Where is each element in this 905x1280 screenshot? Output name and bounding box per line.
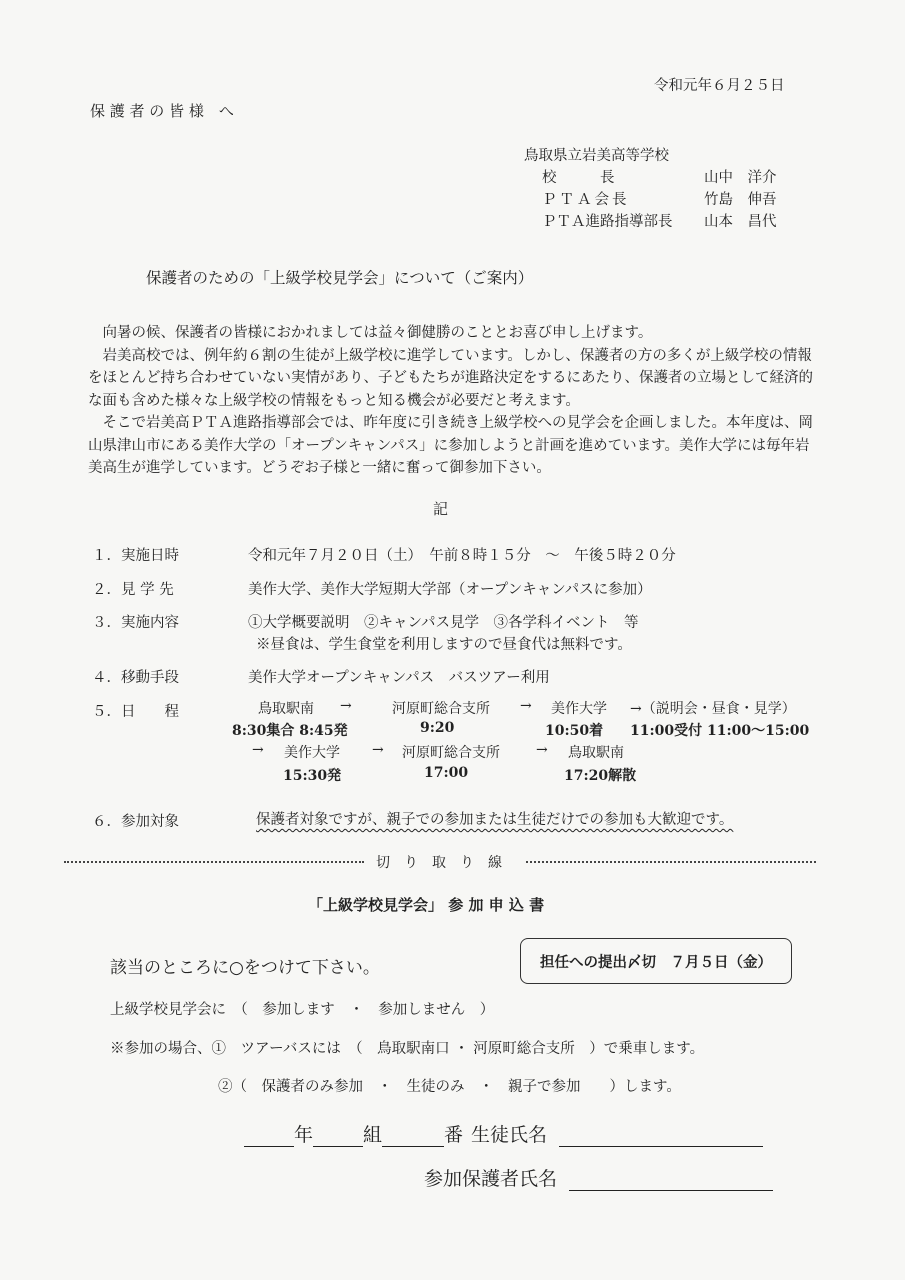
schedule-arrow: → (252, 742, 264, 758)
form-instruction: 該当のところに○をつけて下さい。 (110, 958, 380, 978)
class-blank[interactable] (313, 1126, 363, 1147)
sender-name: 山本 昌代 (704, 214, 777, 230)
body-paragraph: 岩美高校では、例年約６割の生徒が上級学校に進学しています。しかし、保護者の方の多くが上級学校の情報をほとんど持ち合わせていない実情があり、子どもたちが進路決定をするにあたり、保護者の立場として経済的な面も含めた様々な上級学校の情報をもっと知る機会が必要だと考えます。 (88, 347, 813, 409)
schedule-arrow: → (536, 742, 548, 758)
addressee: 保 護 者 の 皆 様 へ (90, 102, 234, 120)
item-label-content: ３．実施内容 (92, 615, 179, 631)
deadline-box: 担任への提出〆切 ７月５日（金） (520, 938, 792, 984)
item-note-lunch: ※昼食は、学生食堂を利用しますので昼食代は無料です。 (256, 637, 632, 653)
schedule-stop: 美作大学 (551, 701, 607, 717)
schedule-time: 11:00受付 11:00～15:00 (630, 723, 810, 739)
item-label-transport: ４．移動手段 (92, 670, 179, 686)
schedule-time: 17:00 (424, 765, 469, 781)
attend-choice-line[interactable]: 上級学校見学会に （ 参加します ・ 参加しません ） (110, 1002, 495, 1018)
document-title: 保護者のための「上級学校見学会」について（ご案内） (146, 269, 534, 287)
item-value-destination: 美作大学、美作大学短期大学部（オープンキャンパスに参加） (248, 582, 652, 598)
student-name-blank[interactable] (559, 1126, 763, 1147)
schedule-arrow: → (340, 698, 352, 714)
schedule-stop: 河原町総合支所 (392, 701, 490, 717)
cut-line (64, 852, 816, 872)
ki-heading: 記 (433, 500, 449, 518)
item-value-transport: 美作大学オープンキャンパス バスツアー利用 (248, 670, 550, 686)
schedule-time: 15:30発 (283, 768, 342, 784)
schedule-stop: →（説明会・昼食・見学） (630, 701, 796, 717)
cut-line-dots (64, 861, 364, 863)
schedule-time: 17:20解散 (564, 768, 637, 784)
item-value-content: ①大学概要説明 ②キャンパス見学 ③各学科イベント 等 (248, 615, 639, 631)
bus-choice-line[interactable]: ※参加の場合、① ツアーバスには （ 鳥取駅南口 ・ 河原町総合支所 ）で乗車します。 (110, 1041, 705, 1057)
number-blank[interactable] (382, 1126, 444, 1147)
schedule-stop: 河原町総合支所 (402, 745, 500, 761)
schedule-arrow: → (520, 698, 532, 714)
cut-line-dots (526, 861, 816, 863)
parent-name-blank[interactable] (569, 1170, 773, 1191)
sender-title: 校 長 (542, 170, 615, 186)
item-label-schedule: ５．日 程 (92, 704, 179, 720)
parent-info-row (424, 1164, 773, 1191)
sender-name: 竹島 伸吾 (704, 192, 777, 208)
body-text (88, 322, 818, 480)
schedule-time: 9:20 (420, 720, 455, 736)
school-name: 鳥取県立岩美高等学校 (524, 148, 669, 164)
year-label: 年 (294, 1124, 314, 1146)
sender-title: ＰＴＡ会長 (542, 192, 630, 208)
number-label: 番 (444, 1124, 464, 1146)
schedule-stop: 鳥取駅南 (258, 701, 314, 717)
student-info-row (244, 1120, 763, 1147)
schedule-time: 8:30集合 8:45発 (232, 723, 348, 739)
document-date: 令和元年６月２５日 (654, 78, 785, 94)
item-label-date: １．実施日時 (92, 548, 179, 564)
body-paragraph: 向暑の候、保護者の皆様におかれましては益々御健勝のこととお喜び申し上げます。 (102, 325, 653, 341)
schedule-stop: 鳥取駅南 (568, 745, 624, 761)
cut-line-label: 切 り 取 り 線 (376, 855, 502, 871)
student-name-label: 生徒氏名 (471, 1124, 548, 1146)
body-paragraph: そこで岩美高ＰＴＡ進路指導部会では、昨年度に引き続き上級学校への見学会を企画しました。本年度は、岡山県津山市にある美作大学の「オープンキャンパス」に参加しようと計画を進めています。美作大学には毎年岩美高生が進学しています。どうぞお子様と一緒に奮って御参加下さい。 (88, 415, 813, 476)
schedule-arrow: → (372, 742, 384, 758)
item-label-target: ６．参加対象 (92, 814, 179, 830)
parent-name-label: 参加保護者氏名 (424, 1168, 558, 1190)
item-label-destination: ２．見 学 先 (92, 582, 174, 598)
form-title: 「上級学校見学会」 参 加 申 込 書 (308, 896, 545, 914)
sender-title: ＰＴＡ進路指導部長 (542, 214, 673, 230)
schedule-time: 10:50着 (545, 723, 604, 739)
sender-name: 山中 洋介 (704, 170, 777, 186)
participant-choice-line[interactable]: ②（ 保護者のみ参加 ・ 生徒のみ ・ 親子で参加 ）します。 (218, 1079, 681, 1095)
year-blank[interactable] (244, 1126, 294, 1147)
class-label: 組 (363, 1124, 383, 1146)
item-value-date: 令和元年７月２０日（土） 午前８時１５分 ～ 午後５時２０分 (248, 548, 676, 564)
schedule-stop: 美作大学 (284, 745, 340, 761)
item-value-target: 保護者対象ですが、親子での参加または生徒だけでの参加も大歓迎です。 (256, 812, 734, 828)
